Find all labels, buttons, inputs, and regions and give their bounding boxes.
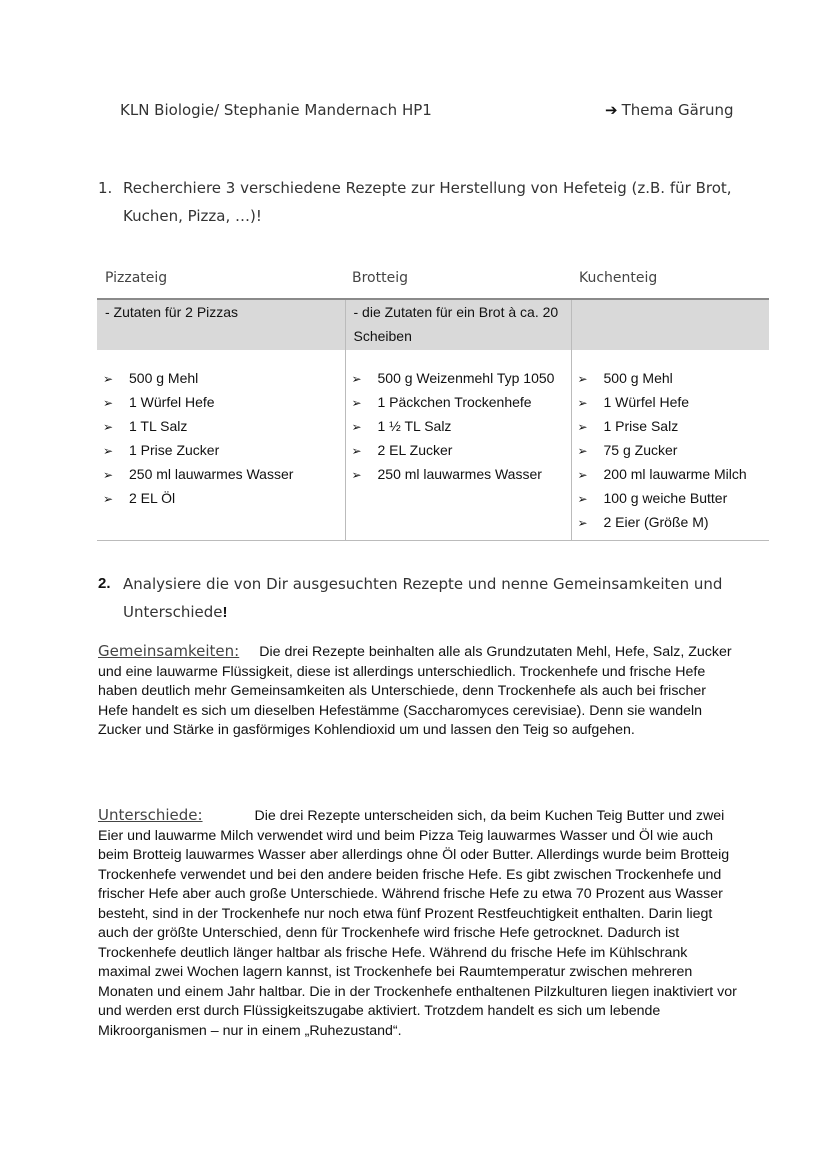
bullet-arrow-icon: ➢ [577,444,588,458]
bullet-arrow-icon: ➢ [577,420,588,434]
table-subtitle-row [97,299,769,350]
table-ingredients-row [97,350,769,541]
question-2-text [123,570,738,627]
header-brotteig: Brotteig [345,258,571,299]
label-gemeinsamkeiten: Gemeinsamkeiten: [98,642,240,660]
header-pizzateig: Pizzateig [97,258,345,299]
question-2 [98,570,738,627]
ingredients-brotteig [345,350,571,541]
bullet-arrow-icon: ➢ [103,492,114,506]
list-item [578,414,764,438]
ingredient-text: 1 ½ TL Salz [377,418,452,434]
bullet-arrow-icon: ➢ [351,372,362,386]
bullet-arrow-icon: ➢ [577,468,588,482]
bullet-arrow-icon: ➢ [577,372,588,386]
arrow-right-icon: ➔ [605,101,618,119]
list-item [352,462,565,486]
ingredient-text: 500 g Mehl [129,370,199,386]
list-item [578,366,764,390]
list-item [103,366,339,390]
question-2-mark: ! [222,604,228,621]
list-item [578,486,764,510]
ingredient-text: 1 Prise Zucker [129,442,220,458]
header-kuchenteig: Kuchenteig [571,258,769,299]
bullet-arrow-icon: ➢ [103,444,114,458]
ingredients-pizzateig [97,350,345,541]
bullet-arrow-icon: ➢ [103,372,114,386]
ingredient-text: 1 Würfel Hefe [129,394,215,410]
ingredient-text: 2 EL Zucker [377,442,453,458]
list-item [103,390,339,414]
header-topic [605,101,734,119]
subtitle-pizzateig: - Zutaten für 2 Pizzas [97,299,345,350]
bullet-arrow-icon: ➢ [103,468,114,482]
recipe-table [97,258,769,541]
header-author: KLN Biologie/ Stephanie Mandernach HP1 [120,101,432,119]
ingredient-text: 500 g Weizenmehl Typ 1050 [377,370,555,386]
label-unterschiede: Unterschiede: [98,806,203,824]
question-1 [98,174,738,230]
subtitle-brotteig: - die Zutaten für ein Brot à ca. 20 Scheiben [345,299,571,350]
list-item [352,414,565,438]
paragraph-gemeinsamkeiten [98,642,738,741]
text-gemeinsamkeiten: Die drei Rezepte beinhalten alle als Grundzutaten Mehl, Hefe, Salz, Zucker und eine lauwarme Flüssigkeit, diese ist allerdings unterschiedlich. Trockenhefe und frische Hefe haben deutlich mehr Gemeinsamkeiten als Unterschiede, denn Trockenhefe als auch bei frischer Hefe handelt es sich um dieselben Hefestämme (Saccharomyces cerevisiae). Denn sie wandeln Zucker und Stärke in gasförmiges Kohlendioxid um und lassen den Teig so aufgehen. [98,644,732,738]
list-item [352,390,565,414]
list-item [352,438,565,462]
ingredient-text: 500 g Mehl [603,370,673,386]
bullet-arrow-icon: ➢ [351,396,362,410]
subtitle-kuchenteig [571,299,769,350]
ingredient-text: 100 g weiche Butter [603,490,728,506]
list-item [103,462,339,486]
ingredient-text: 1 TL Salz [129,418,188,434]
table-header-row [97,258,769,299]
bullet-arrow-icon: ➢ [577,492,588,506]
ingredient-text: 200 ml lauwarme Milch [603,466,747,482]
bullet-arrow-icon: ➢ [351,444,362,458]
bullet-arrow-icon: ➢ [577,516,588,530]
question-2-body: Analysiere die von Dir ausgesuchten Rezepte und nenne Gemeinsamkeiten und Unterschiede [123,575,723,621]
list-item [578,390,764,414]
bullet-arrow-icon: ➢ [351,468,362,482]
bullet-arrow-icon: ➢ [103,396,114,410]
list-item [578,462,764,486]
ingredient-text: 75 g Zucker [603,442,678,458]
ingredient-text: 250 ml lauwarmes Wasser [377,466,542,482]
text-unterschiede: Die drei Rezepte unterscheiden sich, da beim Kuchen Teig Butter und zwei Eier und lauwarme Milch verwendet wird und beim Pizza Teig lauwarmes Wasser und Öl wie auch beim Brotteig lauwarmes Wasser aber allerdings ohne Öl oder Butter. Allerdings wurde beim Brotteig Trockenhefe verwendet und bei den andere beiden frische Hefe. Es gibt zwischen Trockenhefe und frischer Hefe aber auch große Unterschiede. Während frische Hefe zu etwa 70 Prozent aus Wasser besteht, sind in der Trockenhefe nur noch etwa fünf Prozent Restfeuchtigkeit enthalten. Darin liegt auch der größte Unterschied, denn für Trockenhefe wird frische Hefe getrocknet. Dadurch ist Trockenhefe deutlich länger haltbar als frische Hefe. Während du frische Hefe im Kühlschrank maximal zwei Wochen lagern kannst, ist Trockenhefe bei Raumtemperatur zwischen mehreren Monaten und einem Jahr haltbar. Die in der Trockenhefe enthaltenen Pilzkulturen liegen inaktiviert vor und werden erst durch Flüssigkeitszugabe aktiviert. Trotzdem handelt es sich um lebende Mikroorganismen – nur in einem „Ruhezustand“. [98,808,737,1039]
ingredient-text: 2 EL Öl [129,490,176,506]
ingredient-text: 250 ml lauwarmes Wasser [129,466,294,482]
list-item [352,366,565,390]
ingredient-text: 1 Prise Salz [603,418,679,434]
ingredient-text: 1 Päckchen Trockenhefe [377,394,532,410]
list-item [103,486,339,510]
question-2-number: 2. [98,575,111,592]
question-1-text: Recherchiere 3 verschiedene Rezepte zur Herstellung von Hefeteig (z.B. für Brot, Kuchen, Pizza, …)! [123,179,732,225]
bullet-arrow-icon: ➢ [577,396,588,410]
bullet-arrow-icon: ➢ [351,420,362,434]
paragraph-unterschiede [98,806,738,1041]
bullet-arrow-icon: ➢ [103,420,114,434]
ingredient-text: 1 Würfel Hefe [603,394,690,410]
ingredients-kuchenteig [571,350,769,541]
list-item [103,438,339,462]
ingredient-text: 2 Eier (Größe M) [603,514,709,530]
list-item [103,414,339,438]
list-item [578,510,764,534]
question-1-number: 1. [98,179,113,197]
header-topic-text: Thema Gärung [621,101,734,119]
list-item [578,438,764,462]
